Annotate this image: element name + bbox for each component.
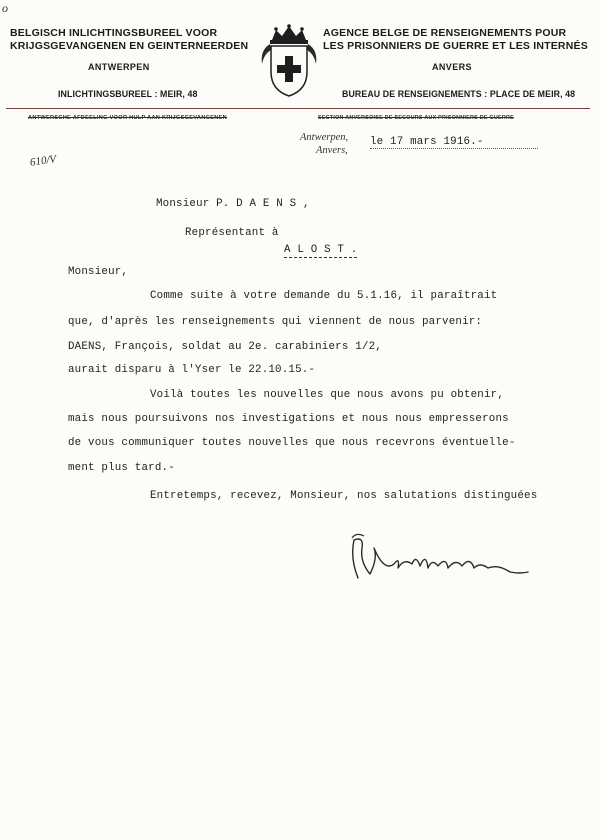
letterhead-left-line1: BELGISCH INLICHTINGSBUREEL VOOR [10, 27, 218, 39]
addressee-name: Monsieur P. D A E N S , [156, 198, 310, 210]
addressee-town: A L O S T . [284, 244, 358, 256]
letterhead-rule [6, 108, 590, 109]
coat-of-arms-crest-icon [258, 24, 320, 100]
letterhead-left-section: ANTWERSCHE AFDEELING VOOR HULP AAN KRIJGSGEVANGENEN [28, 115, 227, 121]
body-line: que, d'après les renseignements qui viennent de nous parvenir: [68, 316, 483, 328]
corner-mark: o [2, 1, 8, 15]
letterhead-right-office: BUREAU DE RENSEIGNEMENTS : PLACE DE MEIR, 48 [342, 89, 576, 99]
body-line: mais nous poursuivons nos investigations et nous nous empresserons [68, 413, 509, 425]
letterhead-right [323, 27, 588, 53]
body-line: DAENS, François, soldat au 2e. carabiniers 1/2, [68, 341, 382, 353]
addressee-title: Représentant à [185, 227, 279, 239]
dateline-place-fr: Anvers, [316, 145, 348, 156]
dateline-place-nl: Antwerpen, [300, 132, 349, 143]
body-line: de vous communiquer toutes nouvelles que nous recevrons éventuelle- [68, 437, 516, 449]
handwritten-signature [334, 528, 534, 588]
body-line: ment plus tard.- [68, 462, 175, 474]
margin-reference-note: 610/V [29, 153, 57, 169]
letterhead-right-city: ANVERS [432, 62, 472, 72]
body-line: aurait disparu à l'Yser le 22.10.15.- [68, 364, 316, 376]
letterhead-right-line2: LES PRISONNIERS DE GUERRE ET LES INTERNÉS [323, 40, 588, 52]
letterhead-left [10, 27, 248, 53]
letterhead-left-city: ANTWERPEN [88, 62, 150, 72]
letterhead-left-office: INLICHTINGSBUREEL : MEIR, 48 [58, 89, 198, 99]
dateline-date: le 17 mars 1916.- [370, 136, 538, 149]
letterhead-right-section: SECTION ANVERSOISE DE SECOURS AUX PRISONNIERS DE GUERRE [318, 115, 514, 121]
body-line: Voilà toutes les nouvelles que nous avons pu obtenir, [150, 389, 504, 401]
letterhead-right-line1: AGENCE BELGE DE RENSEIGNEMENTS POUR [323, 27, 567, 39]
body-line: Comme suite à votre demande du 5.1.16, il paraîtrait [150, 290, 498, 302]
salutation: Monsieur, [68, 266, 129, 278]
letterhead-left-line2: KRIJGSGEVANGENEN EN GEINTERNEERDEN [10, 40, 249, 52]
closing-line: Entretemps, recevez, Monsieur, nos salutations distinguées [150, 490, 538, 502]
